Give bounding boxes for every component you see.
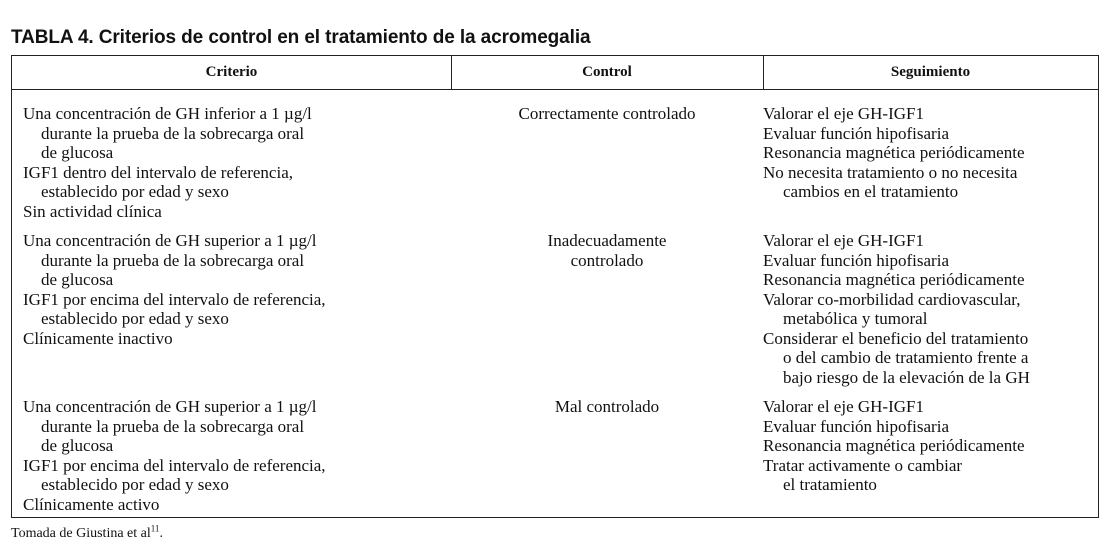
control-line: Correctamente controlado [518, 104, 696, 123]
criterio-cell [23, 104, 453, 221]
criterio-line: establecido por edad y sexo [41, 309, 229, 328]
criterio-line: Una concentración de GH superior a 1 µg/l [23, 397, 317, 416]
criterio-line: establecido por edad y sexo [41, 475, 229, 494]
criteria-table [11, 55, 1099, 518]
seguimiento-line: el tratamiento [783, 475, 877, 494]
criterio-cell [23, 397, 453, 514]
criterio-line: Una concentración de GH superior a 1 µg/l [23, 231, 317, 250]
criterio-line: durante la prueba de la sobrecarga oral [41, 416, 305, 436]
seguimiento-line: o del cambio de tratamiento frente a [783, 348, 1029, 367]
header-criterio: Criterio [12, 56, 452, 89]
seguimiento-line: Valorar el eje GH-IGF1 [763, 397, 924, 416]
criterio-line: Una concentración de GH inferior a 1 µg/l [23, 104, 312, 123]
criterio-line: de glucosa [41, 270, 114, 289]
seguimiento-line: Resonancia magnética periódicamente [763, 436, 1025, 455]
control-cell [451, 231, 763, 270]
criterio-line: IGF1 por encima del intervalo de referencia, [23, 455, 326, 475]
seguimiento-line: metabólica y tumoral [783, 309, 928, 328]
criterio-line: de glucosa [41, 436, 114, 455]
footnote [11, 523, 163, 542]
criterio-line: Clínicamente activo [23, 494, 160, 514]
header-seguimiento: Seguimiento [890, 64, 971, 80]
criterio-line: de glucosa [41, 143, 114, 162]
control-line: controlado [570, 250, 644, 270]
seguimiento-cell [763, 104, 1098, 202]
criterio-cell [23, 231, 453, 348]
seguimiento-cell [763, 231, 1098, 387]
criterio-line: IGF1 dentro del intervalo de referencia, [23, 162, 293, 182]
control-line: Mal controlado [554, 397, 660, 416]
seguimiento-line: Resonancia magnética periódicamente [763, 143, 1025, 162]
seguimiento-line: Resonancia magnética periódicamente [763, 270, 1025, 289]
table-header-row [12, 56, 1098, 90]
seguimiento-line: Valorar el eje GH-IGF1 [763, 104, 924, 123]
seguimiento-line: Valorar co-morbilidad cardiovascular, [763, 289, 1021, 309]
control-line: Inadecuadamente [547, 231, 667, 250]
criterio-line: establecido por edad y sexo [41, 182, 229, 201]
table-title: TABLA 4. Criterios de control en el tratamiento de la acromegalia [11, 27, 591, 48]
seguimiento-line: Considerar el beneficio del tratamiento [763, 328, 1029, 348]
seguimiento-line: Evaluar función hipofisaria [763, 250, 949, 270]
control-cell [451, 397, 763, 417]
criterio-line: durante la prueba de la sobrecarga oral [41, 123, 305, 143]
footnote-end: . [159, 526, 163, 541]
criterio-line: IGF1 por encima del intervalo de referencia, [23, 289, 326, 309]
footnote-text: Tomada de Giustina et al [11, 526, 151, 541]
seguimiento-line: Evaluar función hipofisaria [763, 123, 949, 143]
seguimiento-line: cambios en el tratamiento [783, 182, 959, 201]
seguimiento-line: No necesita tratamiento o no necesita [763, 162, 1018, 182]
criterio-line: Clínicamente inactivo [23, 328, 173, 348]
seguimiento-line: Evaluar función hipofisaria [763, 416, 949, 436]
seguimiento-cell [763, 397, 1098, 495]
footnote-ref: 11 [150, 523, 160, 534]
control-cell [451, 104, 763, 124]
seguimiento-line: Tratar activamente o cambiar [763, 455, 963, 475]
criterio-line: durante la prueba de la sobrecarga oral [41, 250, 305, 270]
header-control: Control [451, 56, 764, 89]
seguimiento-line: Valorar el eje GH-IGF1 [763, 231, 924, 250]
seguimiento-line: bajo riesgo de la elevación de la GH [783, 367, 1030, 387]
criterio-line: Sin actividad clínica [23, 201, 162, 221]
